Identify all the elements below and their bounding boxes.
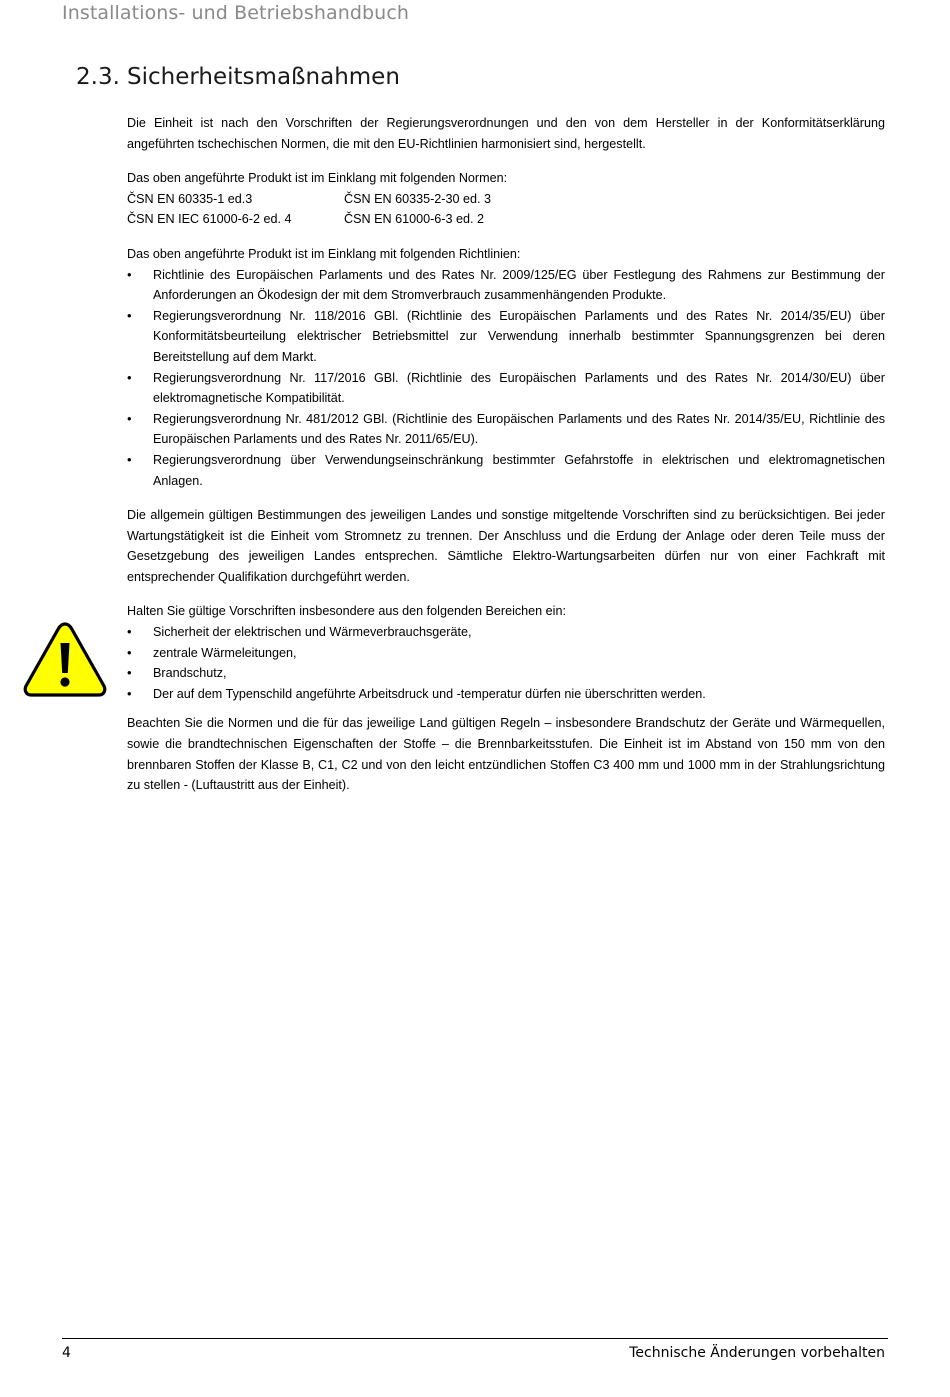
regulation-item: • Brandschutz,: [127, 663, 885, 684]
page-number: 4: [62, 1345, 71, 1361]
regulation-item: • Der auf dem Typenschild angeführte Arbeitsdruck und -temperatur dürfen nie überschritten werden.: [127, 684, 885, 705]
regulation-item: • zentrale Wärmeleitungen,: [127, 643, 885, 664]
section-body: [127, 113, 885, 796]
norm-item: ČSN EN 60335-2-30 ed. 3: [344, 191, 492, 206]
norms-row: [127, 209, 885, 230]
footer-divider: [62, 1338, 888, 1339]
directives-list: [127, 265, 885, 492]
warning-triangle-icon: [22, 620, 108, 698]
norms-lead: Das oben angeführte Produkt ist im Einklang mit folgenden Normen:: [127, 171, 508, 186]
intro-paragraph: Die Einheit ist nach den Vorschriften der Regierungsverordnungen und den von dem Hersteller in der Konformitätserklärung angeführten tschechischen Normen, die mit den EU-Richtlinien harmonisiert sind, hergestellt.: [127, 116, 885, 151]
norm-item: ČSN EN IEC 61000-6-2 ed. 4: [127, 212, 292, 227]
section-number: 2.3.: [76, 64, 120, 90]
exclamation-dot: [60, 677, 69, 686]
directive-item: • Regierungsverordnung Nr. 481/2012 GBl. (Richtlinie des Europäischen Parlaments und des Rates Nr. 2014/35/EU, Richtlinie des Europäischen Parlaments und des Rates Nr. 2011/65/EU).: [127, 409, 885, 450]
document-header-title: Installations- und Betriebshandbuch: [62, 2, 410, 24]
regulations-list: [127, 622, 885, 704]
closing-paragraph: Beachten Sie die Normen und die für das jeweilige Land gültigen Regeln – insbesondere Brandschutz der Geräte und Wärmequellen, sowie die brandtechnischen Eigenschaften der Stoffe – die Brennbarkeitsstufen. Die Einheit ist im Abstand von 150 mm von den brennbaren Stoffen der Klasse B, C1, C2 und von den leicht entzündlichen Stoffen C3 400 mm und 1000 mm in der Strahlungsrichtung zu stellen - (Luftaustritt aus der Einheit).: [127, 716, 885, 793]
directive-item: • Regierungsverordnung Nr. 118/2016 GBl. (Richtlinie des Europäischen Parlaments und des Rates Nr. 2014/35/EU) über Konformitätsbeurteilung elektrischer Betriebsmittel zur Verwendung innerhalb bestimmter Spannungsgrenzen bei deren Bereitstellung auf dem Markt.: [127, 306, 885, 368]
directives-lead: Das oben angeführte Produkt ist im Einklang mit folgenden Richtlinien:: [127, 246, 521, 261]
regulations-lead: Halten Sie gültige Vorschriften insbesondere aus den folgenden Bereichen ein:: [127, 604, 566, 619]
directive-item: • Regierungsverordnung Nr. 117/2016 GBl. (Richtlinie des Europäischen Parlaments und des Rates Nr. 2014/30/EU) über elektromagnetische Kompatibilität.: [127, 368, 885, 409]
footer-note: Technische Änderungen vorbehalten: [629, 1345, 885, 1361]
norm-item: ČSN EN 60335-1 ed.3: [127, 191, 253, 206]
directive-item: • Richtlinie des Europäischen Parlaments und des Rates Nr. 2009/125/EG über Festlegung des Rahmens zur Bestimmung der Anforderungen an Ökodesign der mit dem Stromverbrauch zusammenhängenden Produkte.: [127, 265, 885, 306]
regulation-item: • Sicherheit der elektrischen und Wärmeverbrauchsgeräte,: [127, 622, 885, 643]
section-heading: [76, 64, 400, 90]
norms-row: [127, 189, 885, 210]
general-paragraph: Die allgemein gültigen Bestimmungen des jeweiligen Landes und sonstige mitgeltende Vorschriften sind zu berücksichtigen. Bei jeder Wartungstätigkeit ist die Einheit vom Stromnetz zu trennen. Der Anschluss und die Erdung der Anlage oder deren Teile muss der Gesetzgebung des jeweiligen Landes entsprechen. Sämtliche Elektro-Wartungsarbeiten dürfen nur von einer Fachkraft mit entsprechender Qualifikation durchgeführt werden.: [127, 508, 885, 584]
section-title: Sicherheitsmaßnahmen: [127, 64, 400, 90]
directive-item: • Regierungsverordnung über Verwendungseinschränkung bestimmter Gefahrstoffe in elektrischen und elektromagnetischen Anlagen.: [127, 450, 885, 491]
norm-item: ČSN EN 61000-6-3 ed. 2: [344, 212, 485, 227]
